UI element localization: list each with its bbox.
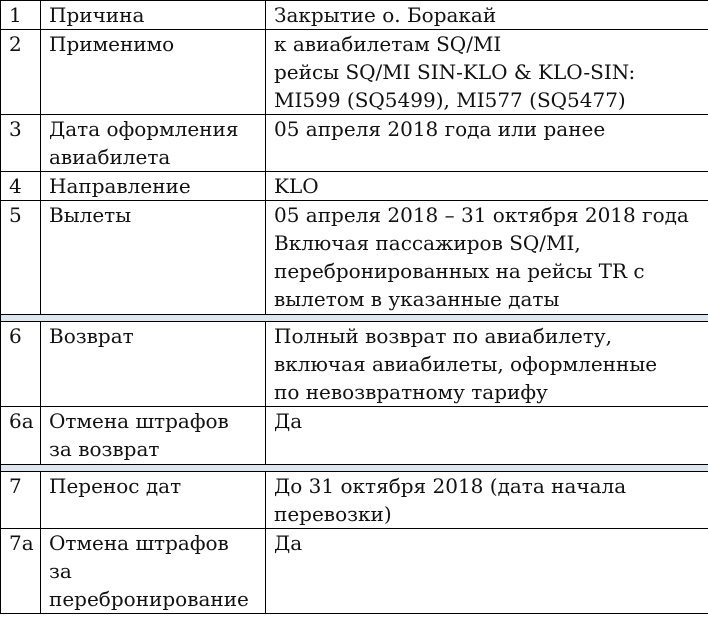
row-number: 5: [1, 201, 41, 315]
value-line: Включая пассажиров SQ/MI,: [274, 231, 581, 255]
label-line: авиабилета: [49, 145, 171, 169]
separator-cell: [1, 465, 708, 472]
row-number: 7a: [1, 529, 41, 614]
table-row: [1, 201, 708, 315]
row-separator: [1, 315, 708, 322]
row-value: [266, 172, 708, 201]
row-separator: [1, 465, 708, 472]
row-number: 2: [1, 30, 41, 115]
label-line: Отмена штрафов: [49, 531, 229, 555]
separator-cell: [1, 315, 708, 322]
value-line: перебронированных на рейсы TR с: [274, 259, 645, 283]
row-number: 7: [1, 472, 41, 529]
row-value: [266, 472, 708, 529]
label-line: перебронирование: [49, 587, 249, 611]
value-line: включая авиабилеты, оформленные: [274, 352, 658, 376]
value-line: по невозвратному тарифу: [274, 380, 548, 404]
row-value: [266, 407, 708, 465]
table-row: [1, 172, 708, 201]
row-number: 4: [1, 172, 41, 201]
row-value: [266, 201, 708, 315]
label-line: Перенос дат: [49, 474, 182, 498]
table-row: [1, 529, 708, 614]
row-label: [41, 529, 266, 614]
label-line: Применимо: [49, 32, 175, 56]
value-line: MI599 (SQ5499), MI577 (SQ5477): [274, 88, 626, 112]
label-line: Направление: [49, 174, 191, 198]
row-number: 3: [1, 115, 41, 172]
value-line: Да: [274, 531, 303, 555]
row-label: [41, 407, 266, 465]
row-label: [41, 201, 266, 315]
value-line: 05 апреля 2018 – 31 октября 2018 года: [274, 203, 689, 227]
table-row: [1, 30, 708, 115]
row-label: [41, 115, 266, 172]
row-number: 6a: [1, 407, 41, 465]
row-value: [266, 529, 708, 614]
row-label: [41, 1, 266, 30]
value-line: Да: [274, 409, 303, 433]
table-row: [1, 407, 708, 465]
label-line: Причина: [49, 3, 145, 27]
row-label: [41, 322, 266, 407]
value-line: вылетом в указанные даты: [274, 287, 560, 311]
row-value: [266, 322, 708, 407]
row-number: 1: [1, 1, 41, 30]
label-line: за возврат: [49, 437, 160, 461]
label-line: Дата оформления: [49, 117, 239, 141]
value-line: Полный возврат по авиабилету,: [274, 324, 613, 348]
table-row: [1, 322, 708, 407]
label-line: Возврат: [49, 324, 134, 348]
value-line: к авиабилетам SQ/MI: [274, 32, 502, 56]
label-line: Отмена штрафов: [49, 409, 229, 433]
value-line: перевозки): [274, 502, 392, 526]
row-number: 6: [1, 322, 41, 407]
row-label: [41, 472, 266, 529]
value-line: 05 апреля 2018 года или ранее: [274, 117, 606, 141]
table-row: [1, 1, 708, 30]
value-line: Закрытие о. Боракай: [274, 3, 497, 27]
table-row: [1, 472, 708, 529]
label-line: Вылеты: [49, 203, 132, 227]
value-line: KLO: [274, 174, 319, 198]
table-row: [1, 115, 708, 172]
row-label: [41, 172, 266, 201]
row-value: [266, 30, 708, 115]
value-line: До 31 октября 2018 (дата начала: [274, 474, 627, 498]
row-label: [41, 30, 266, 115]
value-line: рейсы SQ/MI SIN-KLO & KLO-SIN:: [274, 60, 636, 84]
row-value: [266, 115, 708, 172]
row-value: [266, 1, 708, 30]
label-line: за: [49, 559, 72, 583]
